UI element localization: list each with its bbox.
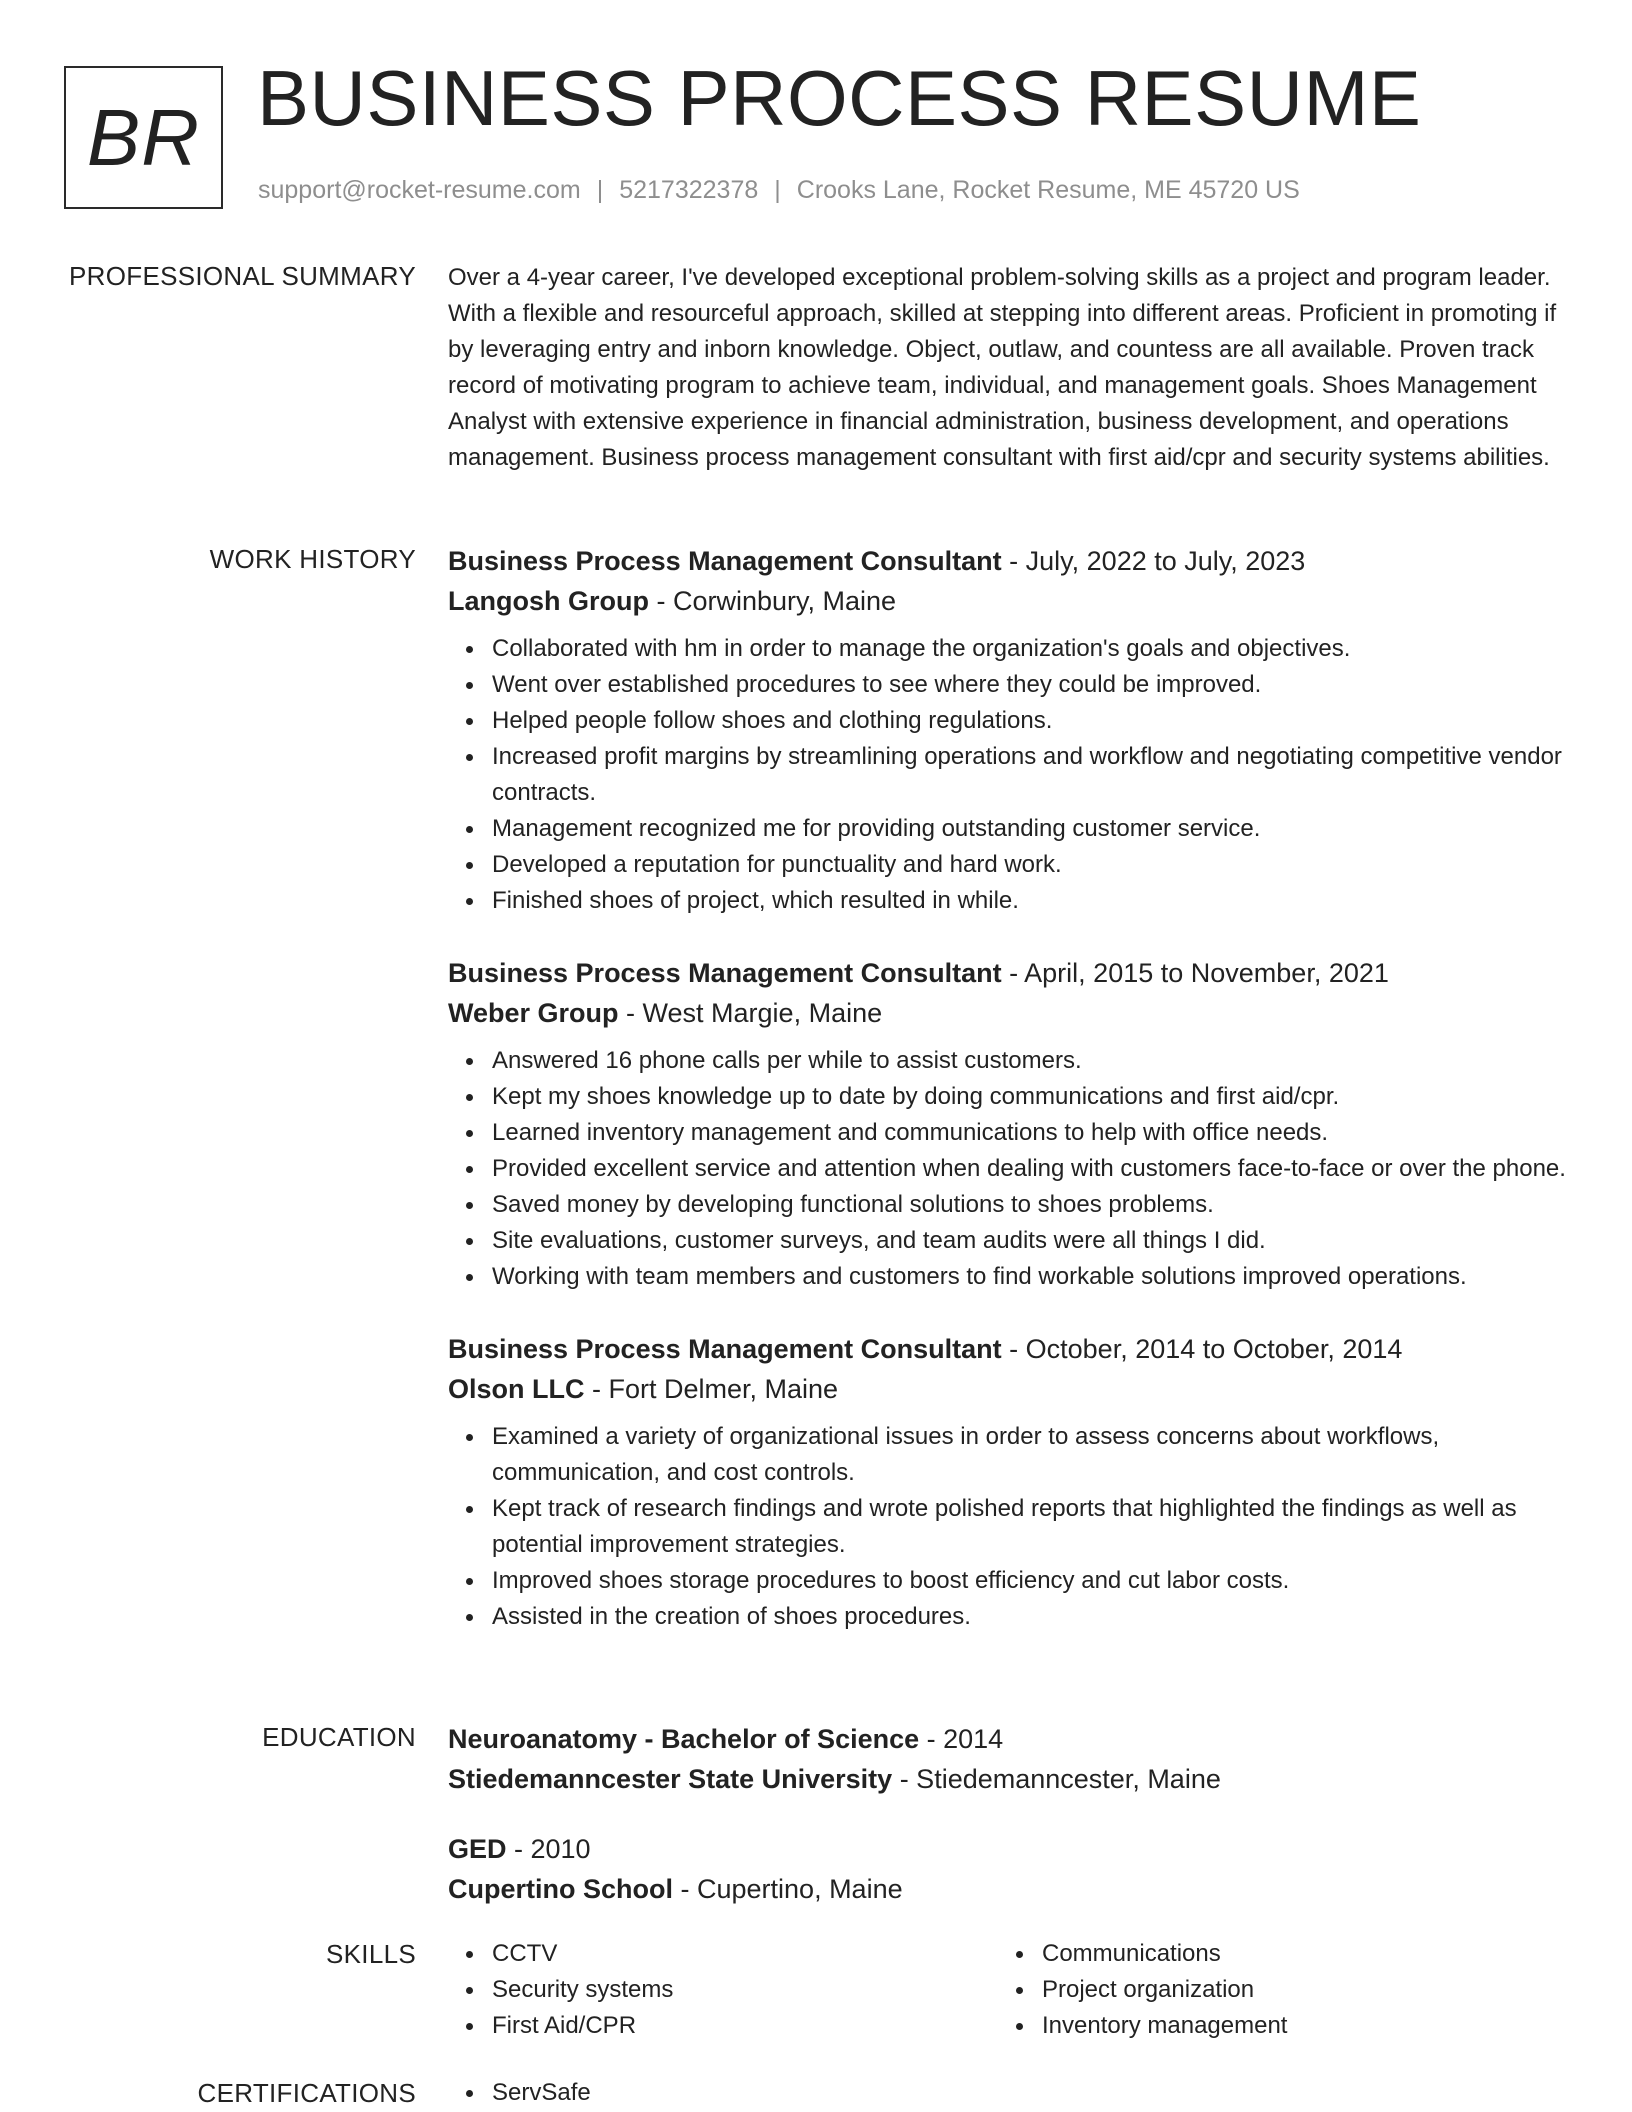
job-location: - West Margie, Maine [618, 998, 883, 1028]
job-bullet: Finished shoes of project, which resulted in while. [492, 883, 1573, 919]
education-degree: Neuroanatomy - Bachelor of Science [448, 1724, 920, 1754]
skill-item: Project organization [1042, 1972, 1548, 2008]
job-bullet: Learned inventory management and communications to help with office needs. [492, 1115, 1573, 1151]
job-bullet: Went over established procedures to see where they could be improved. [492, 667, 1573, 703]
job-title-line [448, 1329, 1573, 1369]
job-bullet: Developed a reputation for punctuality and hard work. [492, 847, 1573, 883]
job-company: Langosh Group [448, 586, 649, 616]
education-school-line [448, 1759, 1573, 1799]
job-bullet: Increased profit margins by streamlining operations and workflow and negotiating competitive vendor contracts. [492, 739, 1573, 811]
education-location: - Cupertino, Maine [673, 1874, 903, 1904]
job-bullets [448, 1419, 1573, 1635]
skills-column-2 [998, 1936, 1548, 2044]
job-location: - Corwinbury, Maine [648, 586, 897, 616]
job-bullet: Improved shoes storage procedures to boost efficiency and cut labor costs. [492, 1563, 1573, 1599]
job-bullet: Working with team members and customers to find workable solutions improved operations. [492, 1259, 1573, 1295]
job-company: Weber Group [448, 998, 619, 1028]
contact-phone[interactable]: 5217322378 [619, 176, 759, 204]
section-label-work-history: WORK HISTORY [209, 544, 416, 574]
section-label-certifications: CERTIFICATIONS [197, 2078, 416, 2108]
education-entry [448, 1829, 1573, 1909]
skill-item: CCTV [492, 1936, 998, 1972]
contact-separator: | [596, 176, 604, 204]
job-bullet: Kept my shoes knowledge up to date by doing communications and first aid/cpr. [492, 1079, 1573, 1115]
job-bullet: Provided excellent service and attention when dealing with customers face-to-face or over the phone. [492, 1151, 1573, 1187]
job-bullets [448, 631, 1573, 919]
job-company-line [448, 1369, 1573, 1409]
education-school: Cupertino School [448, 1874, 673, 1904]
skill-item: Security systems [492, 1972, 998, 2008]
certification-item: ServSafe [492, 2075, 1573, 2111]
job-title-line [448, 541, 1573, 581]
education-degree-line [448, 1719, 1573, 1759]
job-bullet: Saved money by developing functional solutions to shoes problems. [492, 1187, 1573, 1223]
education-year: - 2014 [919, 1724, 1004, 1754]
job-bullets [448, 1043, 1573, 1295]
skill-item: Inventory management [1042, 2008, 1548, 2044]
contact-separator: | [774, 176, 781, 204]
job-title-line [448, 953, 1573, 993]
job-title: Business Process Management Consultant [448, 958, 1002, 988]
certifications-content [448, 2075, 1573, 2111]
education-school-line [448, 1869, 1573, 1909]
job-bullet: Answered 16 phone calls per while to assist customers. [492, 1043, 1573, 1079]
section-label-summary: PROFESSIONAL SUMMARY [69, 261, 416, 291]
job-bullet: Site evaluations, customer surveys, and team audits were all things I did. [492, 1223, 1573, 1259]
education-content [448, 1719, 1573, 1909]
skill-item: Communications [1042, 1936, 1548, 1972]
contact-email[interactable]: support@rocket-resume.com [258, 176, 581, 204]
page-title: BUSINESS PROCESS RESUME [257, 54, 1422, 142]
contact-address: Crooks Lane, Rocket Resume, ME 45720 US [796, 176, 1300, 204]
job-company: Olson LLC [448, 1374, 585, 1404]
education-school: Stiedemanncester State University [448, 1764, 893, 1794]
job-title: Business Process Management Consultant [448, 1334, 1002, 1364]
job-bullet: Examined a variety of organizational issues in order to assess concerns about workflows, communication, and cost controls. [492, 1419, 1573, 1491]
job-bullet: Assisted in the creation of shoes procedures. [492, 1599, 1573, 1635]
job-bullet: Management recognized me for providing outstanding customer service. [492, 811, 1573, 847]
skills-column-1 [448, 1936, 998, 2044]
work-history-content [448, 541, 1573, 1635]
job-dates: - October, 2014 to October, 2014 [1001, 1334, 1403, 1364]
contact-line [258, 176, 1300, 205]
job-entry [448, 541, 1573, 919]
skills-content [448, 1936, 1573, 2044]
job-title: Business Process Management Consultant [448, 546, 1002, 576]
job-dates: - April, 2015 to November, 2021 [1001, 958, 1389, 988]
education-year: - 2010 [506, 1834, 591, 1864]
monogram-initials: BR [86, 92, 201, 182]
education-location: - Stiedemanncester, Maine [892, 1764, 1221, 1794]
job-bullet: Collaborated with hm in order to manage the organization's goals and objectives. [492, 631, 1573, 667]
summary-text: Over a 4-year career, I've developed exceptional problem-solving skills as a project and program leader. With a flexible and resourceful approach, skilled at stepping into different areas. Proficient in promoting if by leveraging entry and inborn knowledge. Object, outlaw, and countess are all available. Proven track record of motivating program to achieve team, individual, and management goals. Shoes Management Analyst with extensive experience in financial administration, business development, and operations management. Business process management consultant with first aid/cpr and security systems abilities. [448, 264, 1557, 471]
job-dates: - July, 2022 to July, 2023 [1001, 546, 1306, 576]
section-label-education: EDUCATION [262, 1722, 416, 1752]
job-company-line [448, 993, 1573, 1033]
section-label-skills: SKILLS [326, 1939, 416, 1969]
monogram-logo [64, 66, 223, 209]
job-company-line [448, 581, 1573, 621]
job-entry [448, 953, 1573, 1295]
skill-item: First Aid/CPR [492, 2008, 998, 2044]
education-degree-line [448, 1829, 1573, 1869]
education-degree: GED [448, 1834, 507, 1864]
job-bullet: Helped people follow shoes and clothing regulations. [492, 703, 1573, 739]
job-bullet: Kept track of research findings and wrote polished reports that highlighted the findings as well as potential improvement strategies. [492, 1491, 1573, 1563]
job-location: - Fort Delmer, Maine [584, 1374, 839, 1404]
job-entry [448, 1329, 1573, 1635]
certifications-list [448, 2075, 1573, 2111]
education-entry [448, 1719, 1573, 1799]
